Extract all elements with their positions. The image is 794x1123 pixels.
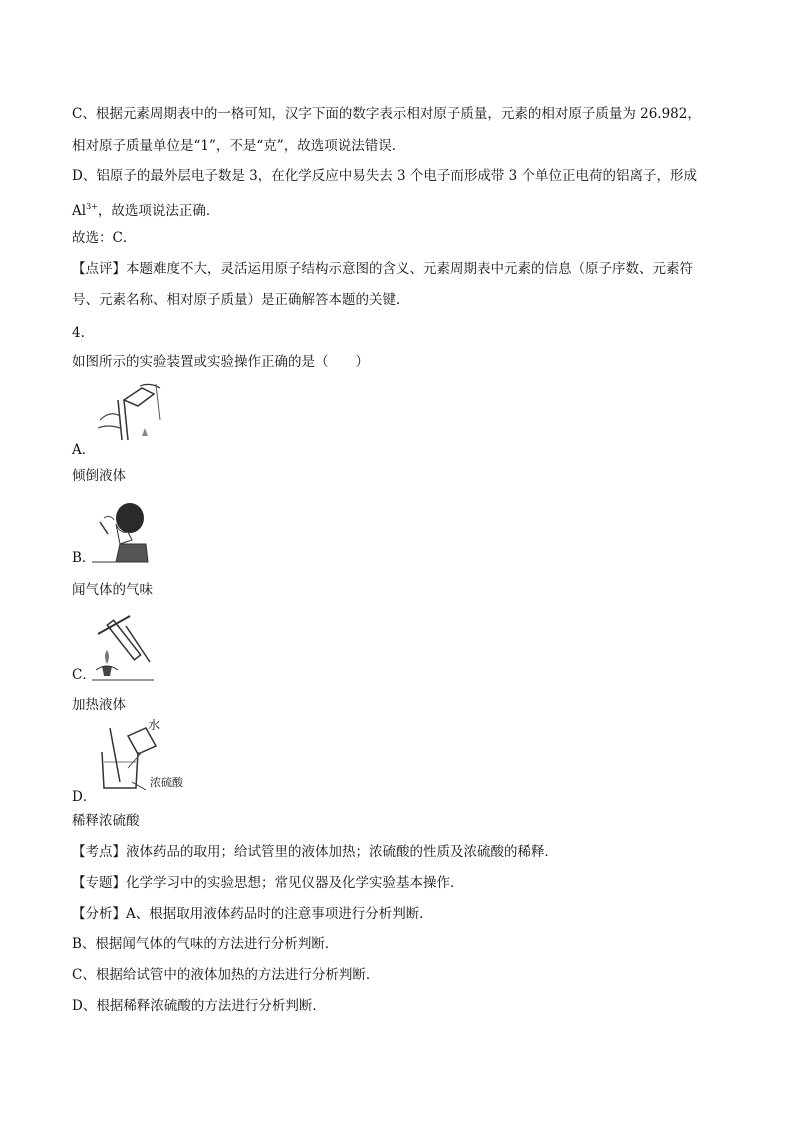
al-charge: 3+ <box>86 202 98 211</box>
fenxi-a-line: 【分析】A、根据取用液体药品时的注意事项进行分析判断． <box>72 906 433 922</box>
option-b-letter: B． <box>72 550 96 566</box>
answer-line: 故选：C． <box>72 230 137 246</box>
analysis-c-line1: C、根据元素周期表中的一格可知，汉字下面的数字表示相对原子质量，元素的相对原子质量为 26.982， <box>72 106 701 122</box>
option-c-caption: 加热液体 <box>72 697 126 713</box>
comment-line1: 【点评】本题难度不大，灵活运用原子结构示意图的含义、元素周期表中元素的信息（原子序数、元素符 <box>72 261 693 277</box>
fenxi-b-line: B、根据闻气体的气味的方法进行分析判断． <box>72 936 339 952</box>
figure-d-label-water: 水 <box>148 718 161 732</box>
analysis-d-line2-text: ，故选项说法正确． <box>97 203 220 219</box>
analysis-c-line2: 相对原子质量单位是“1”，不是“克”，故选项说法错误． <box>72 138 406 154</box>
kaodian-line: 【考点】液体药品的取用；给试管里的液体加热；浓硫酸的性质及浓硫酸的稀释． <box>72 844 558 860</box>
al-symbol: Al <box>72 203 87 219</box>
question-number: 4. <box>72 325 85 341</box>
figure-d-label-acid: 浓硫酸 <box>150 776 183 789</box>
option-a-caption: 倾倒液体 <box>72 468 126 484</box>
question-stem: 如图所示的实验装置或实验操作正确的是（ ） <box>72 354 369 370</box>
zhuanti-line: 【专题】化学学习中的实验思想；常见仪器及化学实验基本操作． <box>72 875 464 891</box>
comment-line2: 号、元素名称、相对原子质量）是正确解答本题的关键． <box>72 292 410 308</box>
figure-a-pouring-liquid <box>90 380 170 442</box>
option-d-letter: D． <box>72 789 97 805</box>
analysis-d-line1: D、铝原子的最外层电子数是 3，在化学反应中易失去 3 个电子而形成带 3 个单位正电荷的铝离子，形成 <box>72 168 698 184</box>
fenxi-c-line: C、根据给试管中的液体加热的方法进行分析判断． <box>72 967 380 983</box>
figure-d-diluting-acid <box>94 718 184 792</box>
option-c-letter: C． <box>72 667 96 683</box>
figure-c-heating-liquid <box>90 612 156 682</box>
analysis-d-line2 <box>72 197 219 221</box>
option-b-caption: 闻气体的气味 <box>72 582 153 598</box>
figure-b-smelling-gas <box>90 500 152 564</box>
fenxi-d-line: D、根据稀释浓硫酸的方法进行分析判断． <box>72 998 326 1014</box>
option-d-caption: 稀释浓硫酸 <box>72 813 140 829</box>
option-a-letter: A． <box>72 442 96 458</box>
